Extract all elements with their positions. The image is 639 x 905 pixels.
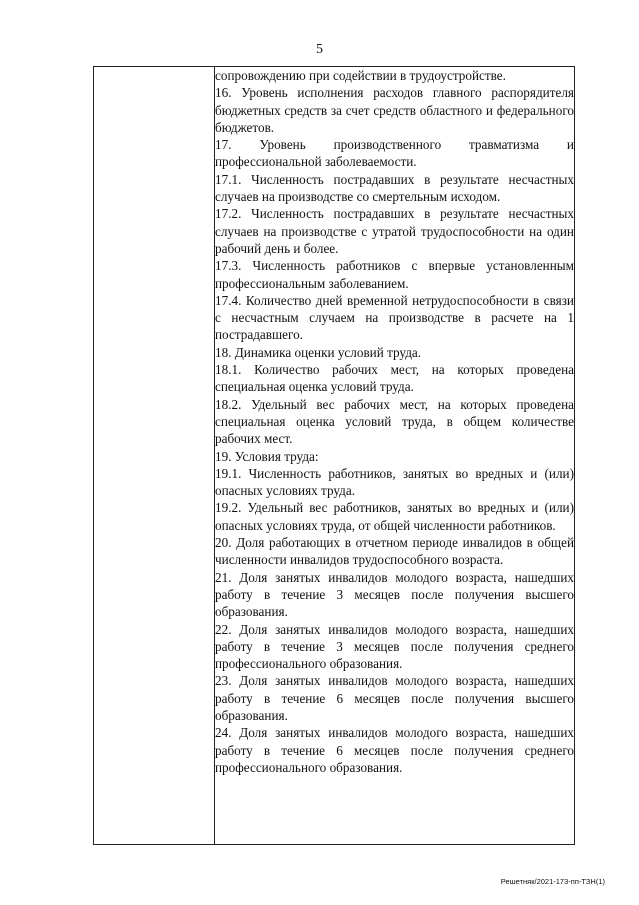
empty-left-cell (94, 67, 215, 845)
indicators-cell (215, 67, 575, 845)
indicator-item: 19. Условия труда: (215, 448, 319, 464)
indicator-item: 21. Доля занятых инвалидов молодого возраста, нашедших работу в течение 3 месяцев после получения высшего образования. (215, 569, 574, 620)
table-row (94, 67, 575, 845)
indicator-item: 18.2. Удельный вес рабочих мест, на которых проведена специальная оценка условий труда, в общем количестве рабочих мест. (215, 396, 574, 447)
indicator-item: 18.1. Количество рабочих мест, на которых проведена специальная оценка условий труда. (215, 362, 574, 395)
document-table (93, 66, 575, 845)
indicator-item: 16. Уровень исполнения расходов главного распорядителя бюджетных средств за счет средств областного и федерального бюджетов. (215, 85, 574, 135)
indicator-item: 17.2. Численность пострадавших в результате несчастных случаев на производстве с утратой трудоспособности на один рабочий день и более. (215, 206, 574, 256)
indicator-item: 22. Доля занятых инвалидов молодого возраста, нашедших работу в течение 3 месяцев после получения среднего профессионального образования. (215, 621, 574, 672)
indicator-item: 20. Доля работающих в отчетном периоде инвалидов в общей численности инвалидов трудоспособного возраста. (215, 535, 574, 568)
indicator-item: 23. Доля занятых инвалидов молодого возраста, нашедших работу в течение 6 месяцев после получения высшего образования. (215, 673, 574, 723)
document-code: Решетняк/2021-173-пп-ТЗН(1) (500, 877, 605, 886)
indicator-item: 17.4. Количество дней временной нетрудоспособности в связи с несчастным случаем на производстве в расчете на 1 пострадавшего. (215, 292, 574, 343)
page-number: 5 (316, 42, 323, 57)
indicator-item: 17.3. Численность работников с впервые установленным профессиональным заболеванием. (215, 258, 574, 291)
indicator-item: 17. Уровень производственного травматизма и профессиональной заболеваемости. (215, 137, 574, 170)
indicator-item: 24. Доля занятых инвалидов молодого возраста, нашедших работу в течение 6 месяцев после получения среднего профессионального образования. (215, 725, 574, 775)
indicator-item: 17.1. Численность пострадавших в результате несчастных случаев на производстве со смертельным исходом. (215, 171, 574, 205)
indicator-item: 19.1. Численность работников, занятых во вредных и (или) опасных условиях труда. (215, 465, 574, 499)
indicator-item: сопровождению при содействии в трудоустройстве. (215, 68, 506, 83)
indicator-item: 18. Динамика оценки условий труда. (215, 344, 422, 360)
indicator-item: 19.2. Удельный вес работников, занятых во вредных и (или) опасных условиях труда, от общей численности работников. (215, 500, 574, 533)
